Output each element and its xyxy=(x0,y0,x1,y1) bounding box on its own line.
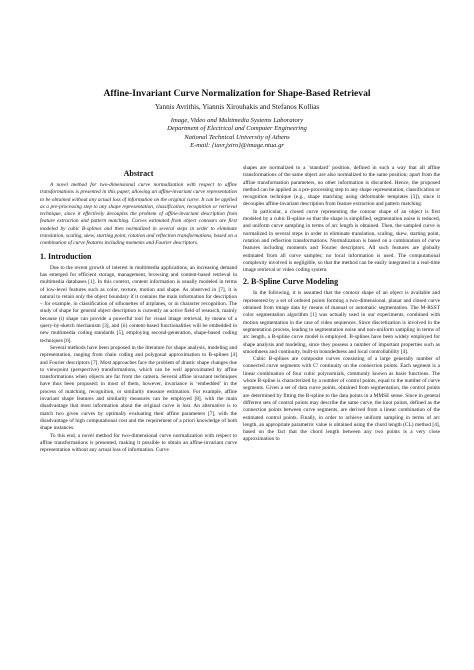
paper-title: Affine-Invariant Curve Normalization for Shape-Based Retrieval xyxy=(103,88,371,99)
section-heading-bspline: 2. B-Spline Curve Modeling xyxy=(243,277,339,287)
abstract-text: A novel method for two-dimensional curve normalization with respect to affine transformations is presented in this paper, allowing an affine-invariant curve representation to be obtained without any actual loss of information on the original curve. It can be applied as a pre-processing step to any shape representation, classification, recognition or retrieval technique, since it effectively decouples the problem of affine-invariant description from feature extraction and pattern matching. Curves estimated from object contours are first modeled by cubic B-splines and then normalized in several steps in order to eliminate translation, scaling, skew, starting point, rotation and reflection transformations, based on a combination of curve features including moments and Fourier descriptors. xyxy=(40,182,237,247)
paper-header xyxy=(0,88,474,151)
introduction-paragraph: Due to the recent growth of interest in multimedia applications, an increasing demand has emerged for efficient storage, management, browsing and content-based retrieval in multimedia databases [1]. In this context, content information is usually modeled in terms of low-level features such as color, texture, motion and shape. As observed in [7], it is natural to retain only the object boundary if it contains the main information for description – for example, in classification of silhouettes of airplanes, or in character recognition. The study of shape for general object description is currently an active field of research, mainly because (i) shape can provide a powerful tool for visual image retrieval, by means of a query-by-sketch mechanism [3], and (ii) content-based functionalities will be embedded in new multimedia coding standards [5], employing second-generation, shape-based coding techniques [6]. xyxy=(40,264,237,344)
paper-authors: Yannis Avrithis, Yiannis Xirouhakis and Stefanos Kollias xyxy=(154,103,320,111)
abstract-heading: Abstract xyxy=(123,169,154,178)
introduction-paragraph-continued: shapes are normalized to a ‘standard’ position, defined in such a way that all affine transformations of the same object are also normalized to the same position; apart from the affine transformation parameters, no other information is discarded. Hence, the proposed method can be applied as a pre-processing step to any shape representation, classification or recognition technique (e.g., shape matching using deformable templates [3]), since it decouples affine-invariant description from feature extraction and pattern matching. xyxy=(243,165,440,208)
left-column xyxy=(40,166,237,454)
affiliation-line: National Technical University of Athens xyxy=(184,133,290,141)
affiliation-line: Department of Electrical and Computer Engineering xyxy=(167,125,307,133)
introduction-paragraph: In particular, a closed curve representing the contour shape of an object is first modeled by a cubic B-spline so that the shape is simplified, segmentation noise is reduced, and uniform curve sampling in terms of arc length is obtained. Then, the sampled curve is normalized in several steps in order to eliminate translation, scaling, skew, starting point, rotation and reflection transformations. Normalization is based on a combination of curve features including moments and Fourier descriptors. All such features are globally estimated from all curve samples; no local information is used. The computational complexity involved is negligible, so that the method can be easily integrated in a real-time image retrieval or video coding system. xyxy=(243,208,440,274)
right-column xyxy=(243,165,440,444)
bspline-paragraph: In the following, it is assumed that the contour shape of an object is available and represented by a set of ordered points forming a two-dimensional, planar and closed curve obtained from image data by means of manual or automatic segmentation. The M-RSST color segmentation algorithm [1] was actually used in our experiments, combined with motion segmentation in the case of video sequences. Since discretization is involved in the segmentation process, leading to segmentation noise and non-uniform sampling in terms of arc length, a B-spline curve model is employed. B-splines have been widely employed for shape analysis and modeling, since they possess a number of important properties such as smoothness and continuity, built-in boundedness and local controllability [4]. xyxy=(243,290,440,355)
section-heading-introduction: 1. Introduction xyxy=(40,251,92,261)
bspline-paragraph: Cubic B-splines are composite curves consisting of a large generally number of connected curve segments with C² continuity on the connection points. Each segment is a linear combination of four cubic polynomials, commonly known as basis functions. The whole B-spline is characterized by a number of control points, equal to the number of curve segments. Given a set of data curve points, obtained from segmentation, the control points are determined by fitting the B-spline to the data points in a MMSE sense. Since in general different sets of control points may describe the same curve, the knot points, defined as the connection points between curve segments, are derived from a linear combination of the estimated control points. Finally, in order to achieve uniform sampling in terms of arc length, an appropriate parametric value is obtained using the chord length (CL) method [4], based on the fact that the chord length between any two points is a very close approximation to xyxy=(243,356,440,443)
affiliation-email: E-mail: {iavr,jxiro}@image.ntua.gr xyxy=(190,142,284,150)
affiliation-line: Image, Video and Multimedia Systems Laboratory xyxy=(170,117,304,124)
introduction-paragraph: To this end, a novel method for two-dimensional curve normalization with respect to affine transformations is presented, making it possible to obtain an affine-invariant curve representation without any actual loss of information. Curve xyxy=(40,432,237,454)
introduction-paragraph: Several methods have been proposed in the literature for shape analysis, modeling and representation, ranging from chain coding and polygonal approximation to B-splines [4] and Fourier descriptors [7]. Most approaches face the problem of drastic shape changes due to viewpoint (perspective) transformations, which can be well approximated by affine transformations when objects are far from the camera. Several affine invariant techniques have thus been proposed; in most of them, however, invariance is ‘embedded’ in the process of matching, recognition, or similarity measure estimation. For example, affine invariant shape features and similarity measures can be employed [8], with the main disadvantage that most information about the original curve is lost. An alternative is to match two given curves by optimally evaluating their affine parameters [7], with the disadvantage of high computational cost and the requirement of a priori knowledge of both shape instances. xyxy=(40,344,237,432)
paper-affiliation xyxy=(0,117,474,151)
abstract-block xyxy=(40,169,237,248)
